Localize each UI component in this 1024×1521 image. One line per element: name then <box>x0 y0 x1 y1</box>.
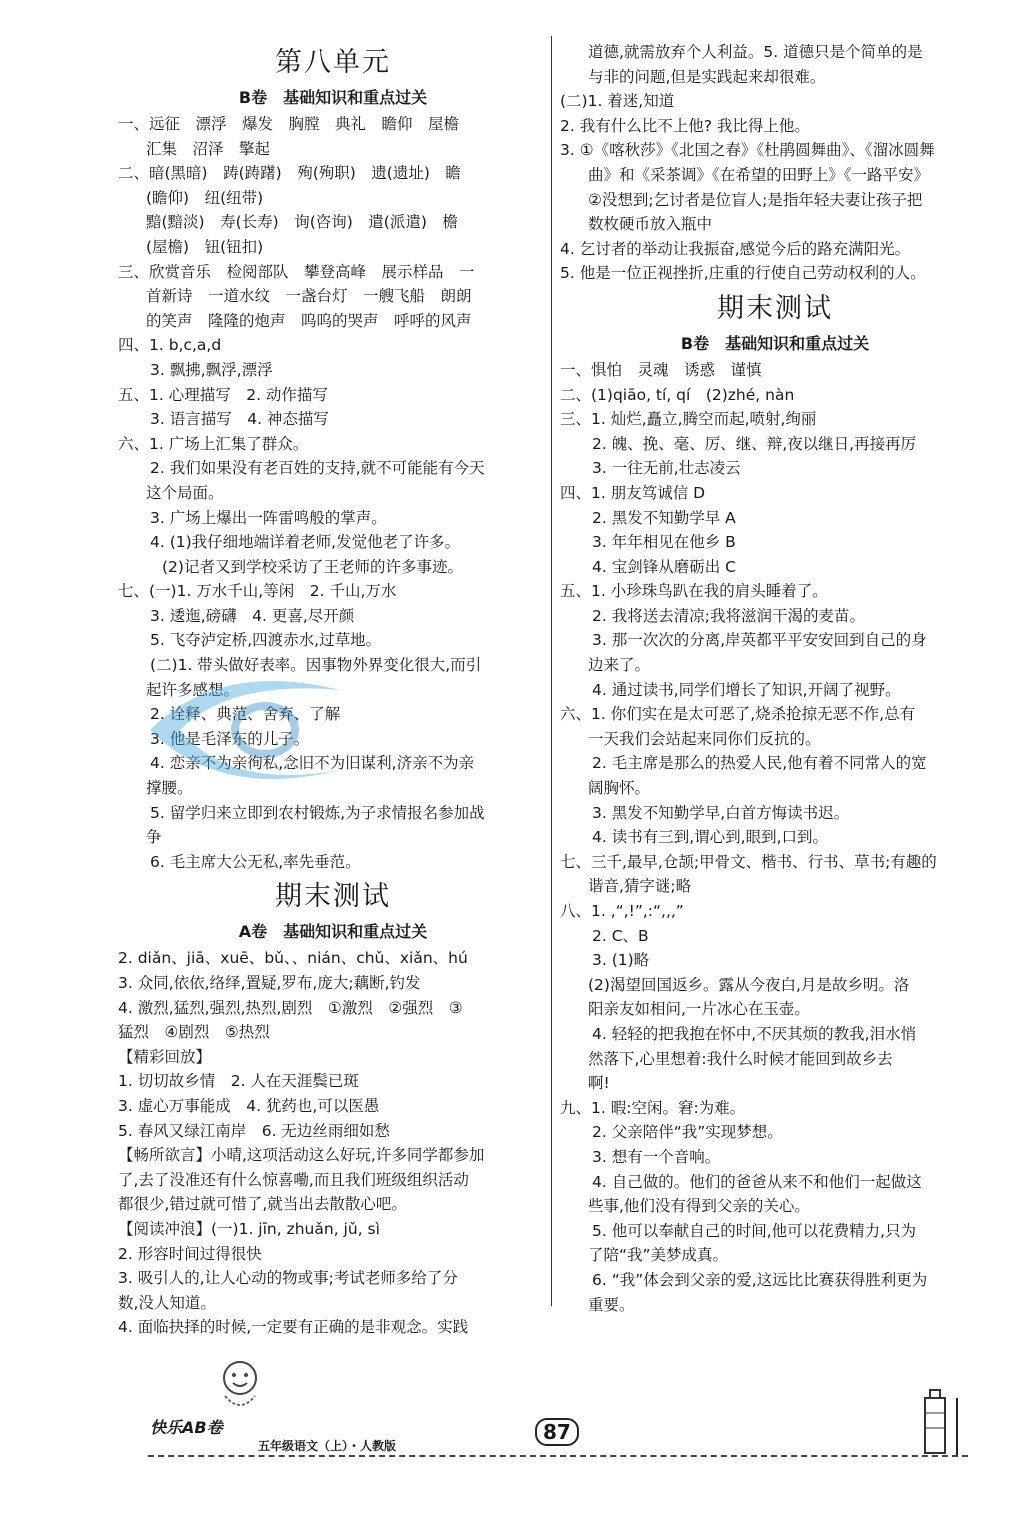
right-answer-line: 2. 我将送去清凉;我将滋润干渴的麦苗。 <box>592 606 865 625</box>
right-answer-line: 些事,他们没有得到父亲的关心。 <box>588 1197 810 1216</box>
left-answer-line: 四、1. b,c,a,d <box>118 336 222 355</box>
left-answer-line: 一、远征 漂浮 爆发 胸膛 典礼 瞻仰 屋檐 <box>118 115 460 133</box>
right-answer-line: 4. 通过读书,同学们增长了知识,开阔了视野。 <box>592 680 901 699</box>
left-section-subtitle: A卷 基础知识和重点过关 <box>238 922 428 942</box>
right-answer-line: 重要。 <box>588 1295 635 1314</box>
left-answer-line: 首新诗 一道水纹 一盏台灯 一艘飞船 朗朗 <box>146 287 472 306</box>
right-answer-line: 边来了。 <box>588 656 651 675</box>
left-answer-line: 5. 留学归来立即到农村锻炼,为子求情报名参加战 <box>150 803 485 822</box>
right-answer-line: 5. 他是一位正视挫折,庄重的行使自己劳动权利的人。 <box>560 264 926 283</box>
right-answer-line: 八、1. ,“,!”,:“,,,” <box>560 902 684 920</box>
right-answer-line: 然落下,心里想着:我什么时候才能回到故乡去 <box>588 1049 893 1068</box>
right-answer-line: 数枚硬币放入瓶中 <box>588 215 713 234</box>
left-answer-line: 撑腰。 <box>146 779 193 798</box>
left-answer-line: (2)记者又到学校采访了王老师的许多事迹。 <box>162 557 463 576</box>
right-answer-line: 道德,就需放弃个人利益。5. 道德只是个简单的是 <box>588 43 923 61</box>
left-answer-line: 三、欣赏音乐 检阅部队 攀登高峰 展示样品 一 <box>118 262 475 281</box>
left-answer-line: 3. 逶迤,磅礴 4. 更喜,尽开颜 <box>150 606 355 625</box>
left-answer-line: (瞻仰) 纽(纽带) <box>146 188 264 207</box>
left-answer-line: 七、(一)1. 万水千山,等闲 2. 千山,万水 <box>118 582 397 601</box>
footer-rule <box>148 1455 968 1463</box>
left-section-subtitle: B卷 基础知识和重点过关 <box>238 88 428 107</box>
left-section-title: 期末测试 <box>275 881 391 913</box>
right-answer-line: 4. 宝剑锋从磨砺出 C <box>592 557 736 576</box>
right-answer-line: 2. 我有什么比不上他? 我比得上他。 <box>560 116 810 135</box>
left-answer-line: 这个局面。 <box>146 483 224 502</box>
left-answer-line: 【精彩回放】 <box>118 1047 212 1066</box>
right-answer-line: 3. 年年相见在他乡 B <box>592 533 736 552</box>
left-answer-line: 3. 飘拂,飘浮,漂浮 <box>150 360 273 379</box>
right-answer-line: 2. C、B <box>592 926 649 945</box>
right-answer-line: 6. “我”体会到父亲的爱,这远比比赛获得胜利更为 <box>592 1270 928 1289</box>
right-answer-line: 四、1. 朋友笃诚信 D <box>560 483 706 502</box>
right-answer-line: 一、惧怕 灵魂 诱惑 谨慎 <box>560 360 762 379</box>
page-footer <box>150 1390 970 1460</box>
left-answer-line: 【阅读冲浪】(一)1. jīn, zhuǎn, jǔ, sì <box>118 1219 380 1238</box>
right-answer-line: 曲》和《采茶调》《在希望的田野上》《一路平安》 <box>588 165 930 184</box>
left-answer-line: 1. 切切故乡情 2. 人在天涯鬓已斑 <box>118 1072 359 1091</box>
left-answer-line: 4. 恋亲不为亲徇私,念旧不为旧谋利,济亲不为亲 <box>150 754 475 773</box>
right-answer-line: 啊! <box>588 1074 610 1093</box>
right-answer-line: (2)渴望回国返乡。露从今夜白,月是故乡明。洛 <box>588 975 910 994</box>
right-answer-line: 4. 读书有三到,谓心到,眼到,口到。 <box>592 828 828 847</box>
right-answer-line: 阳亲友如相问,一片冰心在玉壶。 <box>588 1000 810 1019</box>
right-answer-line: 3. 黑发不知勤学早,白首方悔读书迟。 <box>592 803 850 822</box>
left-answer-line: 3. 虚心万事能成 4. 犹药也,可以医愚 <box>118 1096 380 1115</box>
watermark-logo <box>140 660 560 800</box>
footer-book-title: 五年级语文（上）・人教版 <box>258 1439 397 1453</box>
right-answer-line: (二)1. 着迷,知道 <box>560 92 675 111</box>
left-answer-line: 五、1. 心理描写 2. 动作描写 <box>118 385 328 404</box>
left-answer-line: 6. 毛主席大公无私,率先垂范。 <box>150 852 361 871</box>
right-answer-line: 2. 父亲陪伴“我”实现梦想。 <box>592 1123 783 1142</box>
right-answer-line: 3. ①《喀秋莎》《北国之春》《杜鹃圆舞曲》、《溜冰圆舞 <box>560 141 935 160</box>
left-answer-line: 争 <box>146 828 162 847</box>
right-column <box>560 40 990 1317</box>
left-answer-line: 起许多感想。 <box>146 680 240 699</box>
right-answer-line: 4. 轻轻的把我抱在怀中,不厌其烦的教我,泪水悄 <box>592 1024 917 1043</box>
right-answer-line: 3. 想有一个音响。 <box>592 1147 721 1166</box>
left-answer-line: 六、1. 广场上汇集了群众。 <box>118 434 309 453</box>
left-answer-line: 汇集 沼泽 擎起 <box>146 139 271 158</box>
right-answer-line: 与非的问题,但是实践起来却很难。 <box>588 67 826 86</box>
left-answer-line: 4. 激烈,猛烈,强烈,热烈,剧烈 ①激烈 ②强烈 ③ <box>118 998 463 1017</box>
right-answer-line: 3. 那一次次的分离,岸英都平平安安回到自己的身 <box>592 631 927 650</box>
right-answer-line: 九、1. 暇:空闲。窘:为难。 <box>560 1098 746 1117</box>
left-answer-line: 2. diǎn、jiā、xuē、bǔ、、nián、chǔ、xiǎn、hú <box>118 949 468 968</box>
right-answer-line: 六、1. 你们实在是太可恶了,烧杀抢掠无恶不作,总有 <box>560 705 916 724</box>
left-answer-line: 5. 飞夺泸定桥,四渡赤水,过草地。 <box>150 631 382 650</box>
right-answer-line: 4. 自己做的。他们的爸爸从来不和他们一起做这 <box>592 1172 922 1191</box>
left-answer-line: 5. 春风又绿江南岸 6. 无边丝雨细如愁 <box>118 1121 390 1140</box>
right-section-subtitle: B卷 基础知识和重点过关 <box>680 333 870 353</box>
left-answer-line: 了,去了没准还有什么惊喜嘞,而且我们班级组织活动 <box>118 1170 469 1189</box>
right-answer-line: 4. 乞讨者的举动让我振奋,感觉今后的路充满阳光。 <box>560 239 911 258</box>
right-answer-line: 阔胸怀。 <box>588 779 651 798</box>
left-answer-line: 【畅所欲言】小晴,这项活动这么好玩,许多同学都参加 <box>118 1146 485 1165</box>
left-answer-line: 二、暗(黑暗) 踌(踌躇) 殉(殉职) 遗(遗址) 瞻 <box>118 164 461 183</box>
left-answer-line: 数,没人知道。 <box>118 1293 216 1312</box>
footer-brand: 快乐AB卷 <box>150 1418 223 1437</box>
right-answer-line: 一天我们会站起来同你们反抗的。 <box>588 729 821 748</box>
left-answer-line: 2. 诠释、典范、舍弃、了解 <box>150 705 341 724</box>
left-answer-line: 3. 众同,依依,络绎,置疑,罗布,庞大;藕断,钓发 <box>118 974 421 992</box>
page-number: 87 <box>535 1418 579 1446</box>
left-answer-line: 3. 语言描写 4. 神态描写 <box>150 410 329 429</box>
left-answer-line: 3. 广场上爆出一阵雷鸣般的掌声。 <box>150 508 387 527</box>
left-answer-line: 2. 形容时间过得很快 <box>118 1244 262 1263</box>
left-answer-line: (二)1. 带头做好表率。因事物外界变化很大,而引 <box>150 656 482 675</box>
right-answer-line: ②没想到;乞讨者是位盲人;是指年轻夫妻让孩子把 <box>588 190 923 209</box>
left-answer-line: (屋檐) 钮(钮扣) <box>146 237 264 256</box>
left-answer-line: 猛烈 ④剧烈 ⑤热烈 <box>118 1023 270 1042</box>
left-answer-line: 2. 我们如果没有老百姓的支持,就不可能能有今天 <box>150 459 485 478</box>
right-answer-line: 2. 黑发不知勤学早 A <box>592 508 736 527</box>
left-section-title: 第八单元 <box>275 47 391 78</box>
right-answer-line: 谐音,猜字谜;略 <box>588 877 692 896</box>
left-answer-line: 3. 吸引人的,让人心动的物或事;考试老师多给了分 <box>118 1269 458 1288</box>
left-answer-line: 都很少,错过就可惜了,就当出去散散心吧。 <box>118 1195 407 1214</box>
left-answer-line: 3. 他是毛泽东的儿子。 <box>150 729 310 748</box>
left-answer-line: 4. (1)我仔细地端详着老师,发觉他老了许多。 <box>150 533 461 552</box>
right-answer-line: 五、1. 小珍珠鸟趴在我的肩头睡着了。 <box>560 582 828 601</box>
left-answer-line: 黯(黯淡) 寿(长寿) 询(咨询) 遣(派遣) 檐 <box>146 213 458 232</box>
right-answer-line: 2. 毛主席是那么的热爱人民,他有着不同常人的宽 <box>592 754 927 773</box>
right-answer-line: 3. (1)略 <box>592 951 650 970</box>
right-section-title: 期末测试 <box>717 292 833 324</box>
left-answer-line: 4. 面临抉择的时候,一定要有正确的是非观念。实践 <box>118 1318 469 1337</box>
right-answer-line: 七、三千,最早,仓颉;甲骨文、楷书、行书、草书;有趣的 <box>560 852 937 871</box>
right-answer-line: 了陪“我”美梦成真。 <box>588 1246 729 1265</box>
right-answer-line: 3. 一往无前,壮志凌云 <box>592 459 741 478</box>
right-answer-line: 2. 魄、挽、毫、厉、继、辩,夜以继日,再接再厉 <box>592 434 917 453</box>
left-answer-line: 的笑声 隆隆的炮声 呜呜的哭声 呼呼的风声 <box>146 311 472 330</box>
right-answer-line: 三、1. 灿烂,矗立,腾空而起,喷射,绚丽 <box>560 410 817 429</box>
right-answer-line: 二、(1)qiāo, tí, qí (2)zhé, nàn <box>560 385 795 404</box>
right-answer-line: 5. 他可以奉献自己的时间,他可以花费精力,只为 <box>592 1221 917 1240</box>
